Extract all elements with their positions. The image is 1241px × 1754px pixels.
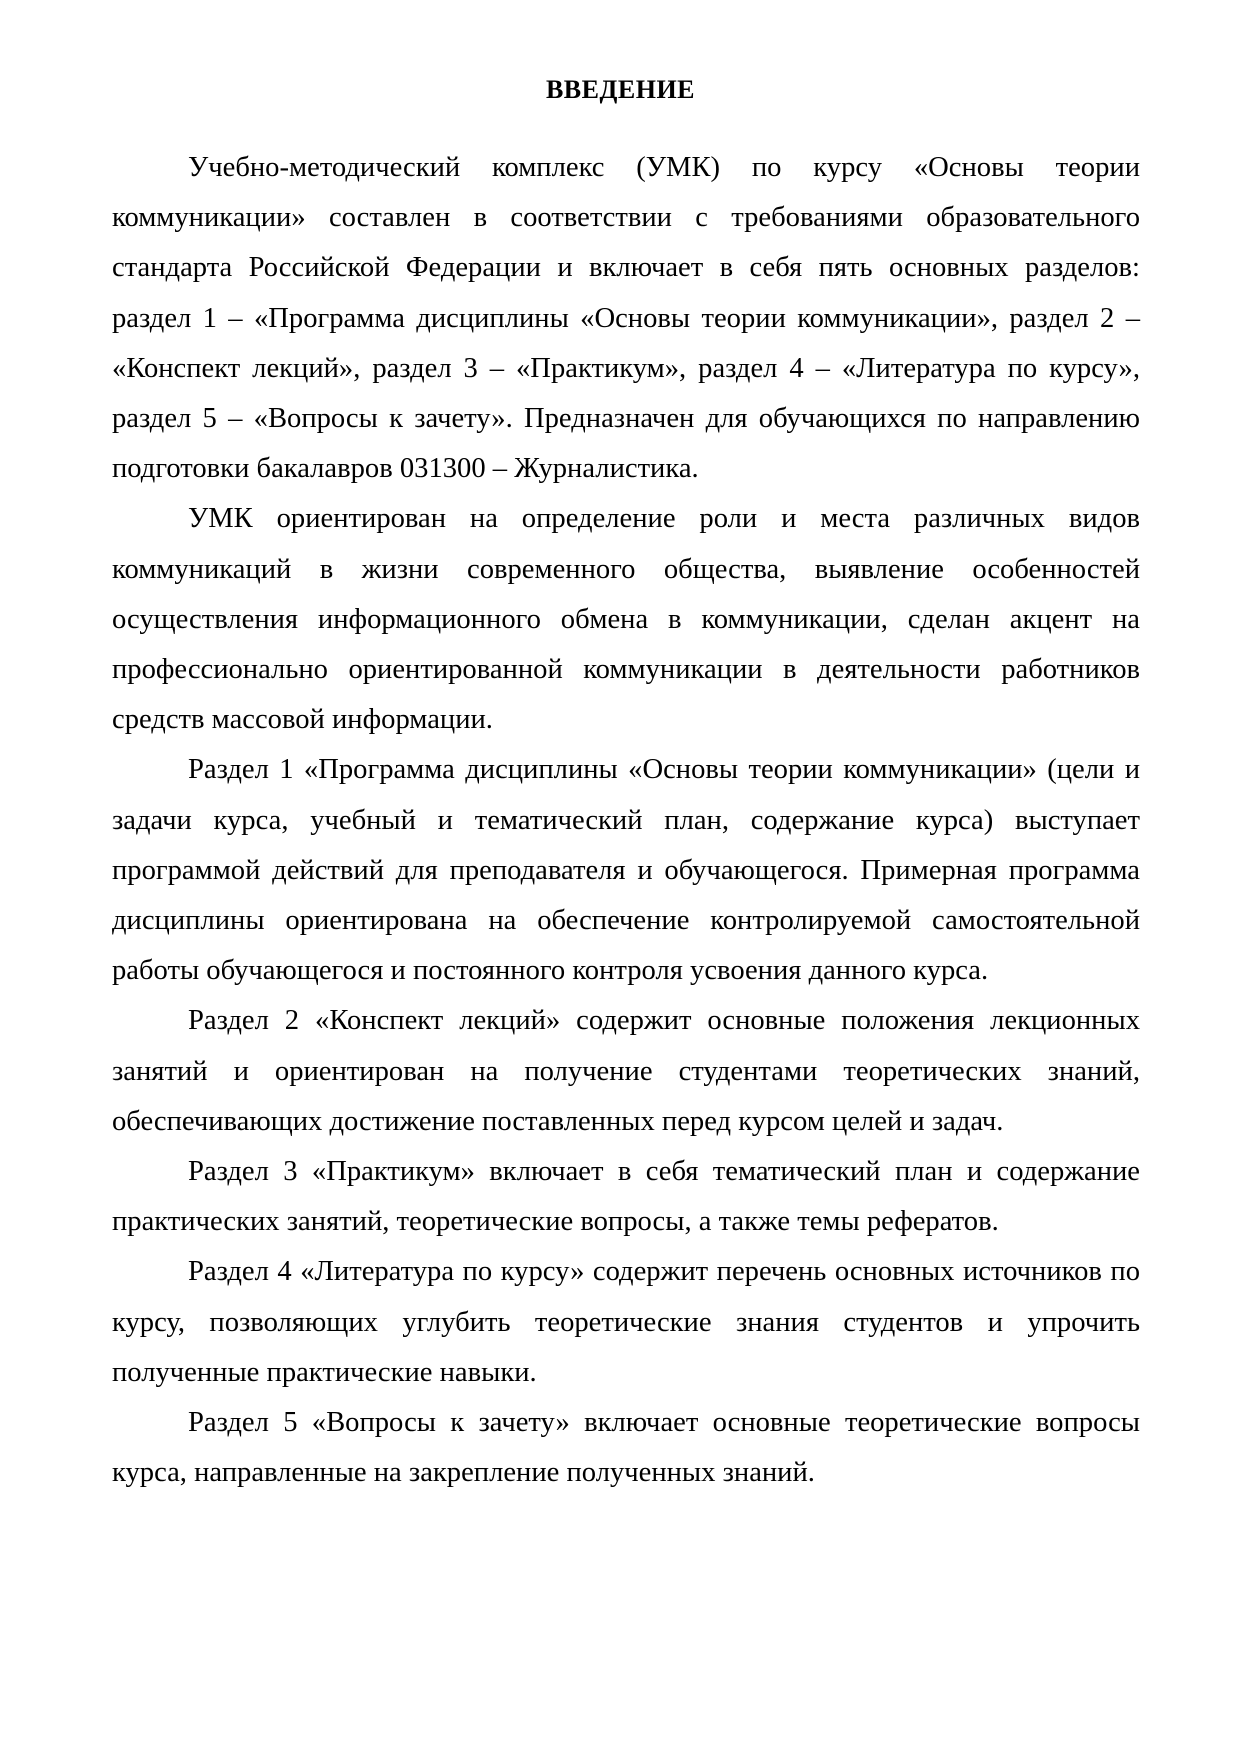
paragraph-orientation: УМК ориентирован на определение роли и места различных видов коммуникаций в жизни современного общества, выявление особенностей осуществления информационного обмена в коммуникации, сделан акцент на профессионально ориентированной коммуникации в деятельности работников средств массовой информации. — [112, 503, 1140, 736]
paragraph-intro: Учебно-методический комплекс (УМК) по курсу «Основы теории коммуникации» составлен в соответствии с требованиями образовательного стандарта Российской Федерации и включает в себя пять основных разделов: раздел 1 – «Программа дисциплины «Основы теории коммуникации», раздел 2 – «Конспект лекций», раздел 3 – «Практикум», раздел 4 – «Литература по курсу», раздел 5 – «Вопросы к зачету». Предназначен для обучающихся по направлению подготовки бакалавров 031300 – Журналистика. — [112, 152, 1140, 485]
document-body — [112, 143, 1140, 1498]
paragraph-section-2: Раздел 2 «Конспект лекций» содержит основные положения лекционных занятий и ориентирован на получение студентами теоретических знаний, обеспечивающих достижение поставленных перед курсом целей и задач. — [112, 1005, 1140, 1137]
paragraph-section-5: Раздел 5 «Вопросы к зачету» включает основные теоретические вопросы курса, направленные на закрепление полученных знаний. — [112, 1407, 1140, 1489]
page-title: ВВЕДЕНИЕ — [545, 75, 696, 104]
paragraph-section-3: Раздел 3 «Практикум» включает в себя тематический план и содержание практических занятий, теоретические вопросы, а также темы рефератов. — [112, 1156, 1140, 1238]
paragraph-section-1: Раздел 1 «Программа дисциплины «Основы теории коммуникации» (цели и задачи курса, учебный и тематический план, содержание курса) выступает программой действий для преподавателя и обучающегося. Примерная программа дисциплины ориентирована на обеспечение контролируемой самостоятельной работы обучающегося и постоянного контроля усвоения данного курса. — [112, 754, 1140, 987]
paragraph-section-4: Раздел 4 «Литература по курсу» содержит перечень основных источников по курсу, позволяющих углубить теоретические знания студентов и упрочить полученные практические навыки. — [112, 1256, 1140, 1388]
